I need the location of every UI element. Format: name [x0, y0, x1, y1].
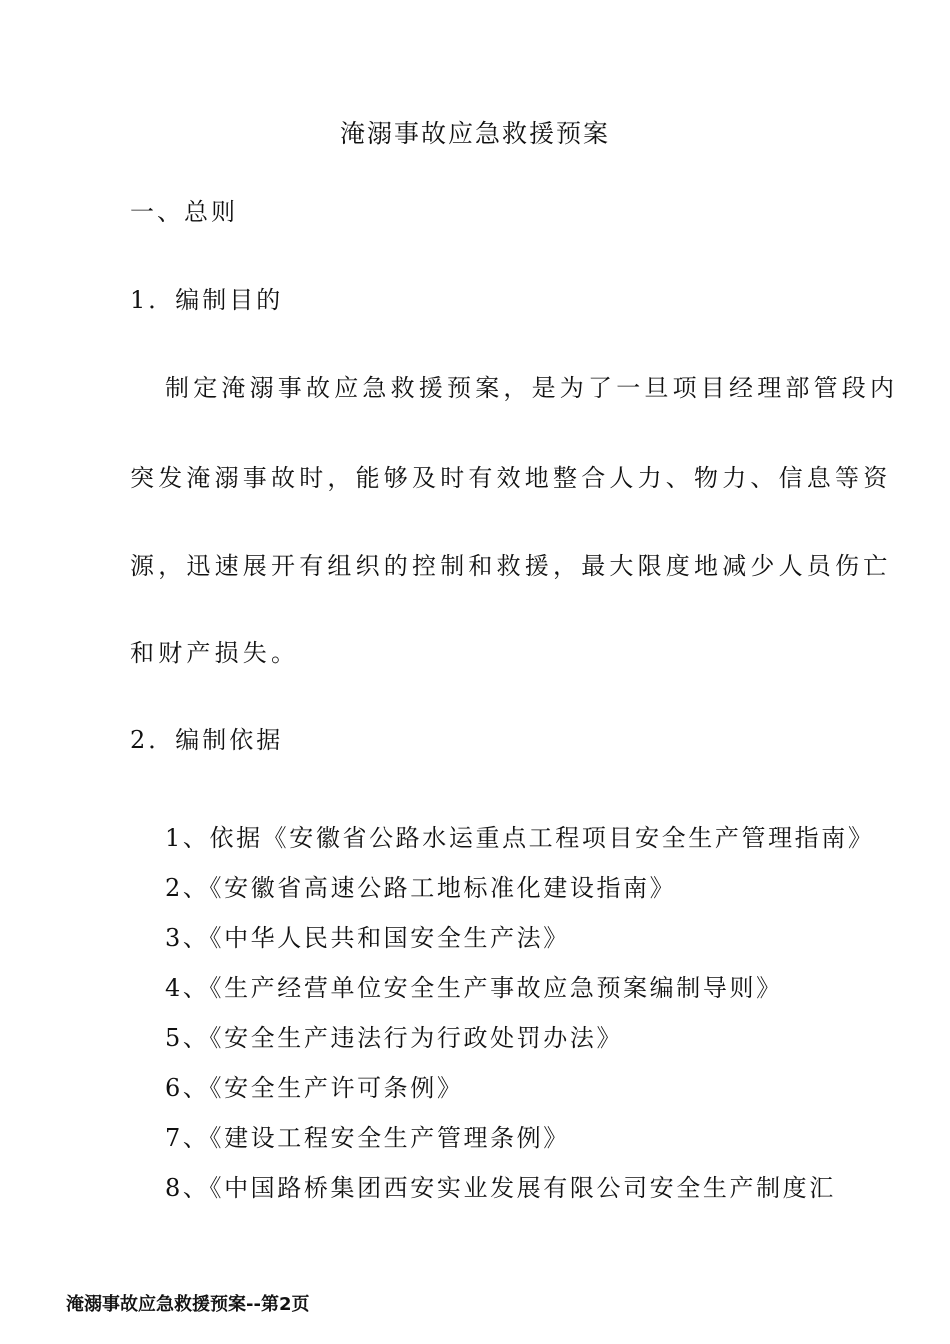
reference-item-1: 1、依据《安徽省公路水运重点工程项目安全生产管理指南》 [165, 824, 875, 852]
reference-item-7: 7、《建设工程安全生产管理条例》 [165, 1124, 570, 1152]
section-heading-general: 一、总则 [130, 198, 238, 226]
purpose-paragraph-line-1: 制定淹溺事故应急救援预案，是为了一旦项目经理部管段内 [165, 374, 899, 402]
purpose-paragraph-line-4: 和财产损失。 [130, 639, 300, 667]
reference-item-6: 6、《安全生产许可条例》 [165, 1074, 464, 1102]
subsection-heading-basis: 2．编制依据 [130, 726, 284, 754]
document-title: 淹溺事故应急救援预案 [339, 119, 610, 148]
purpose-paragraph-line-2: 突发淹溺事故时，能够及时有效地整合人力、物力、信息等资 [130, 464, 892, 492]
purpose-paragraph-line-3: 源，迅速展开有组织的控制和救援，最大限度地减少人员伤亡 [130, 552, 892, 580]
reference-item-3: 3、《中华人民共和国安全生产法》 [165, 924, 570, 952]
reference-item-8: 8、《中国路桥集团西安实业发展有限公司安全生产制度汇 [165, 1174, 836, 1202]
reference-item-4: 4、《生产经营单位安全生产事故应急预案编制导则》 [165, 974, 783, 1002]
reference-item-2: 2、《安徽省高速公路工地标准化建设指南》 [165, 874, 677, 902]
subsection-heading-purpose: 1．编制目的 [130, 286, 284, 314]
reference-item-5: 5、《安全生产违法行为行政处罚办法》 [165, 1024, 624, 1052]
page-footer: 淹溺事故应急救援预案--第2页 [66, 1294, 310, 1315]
